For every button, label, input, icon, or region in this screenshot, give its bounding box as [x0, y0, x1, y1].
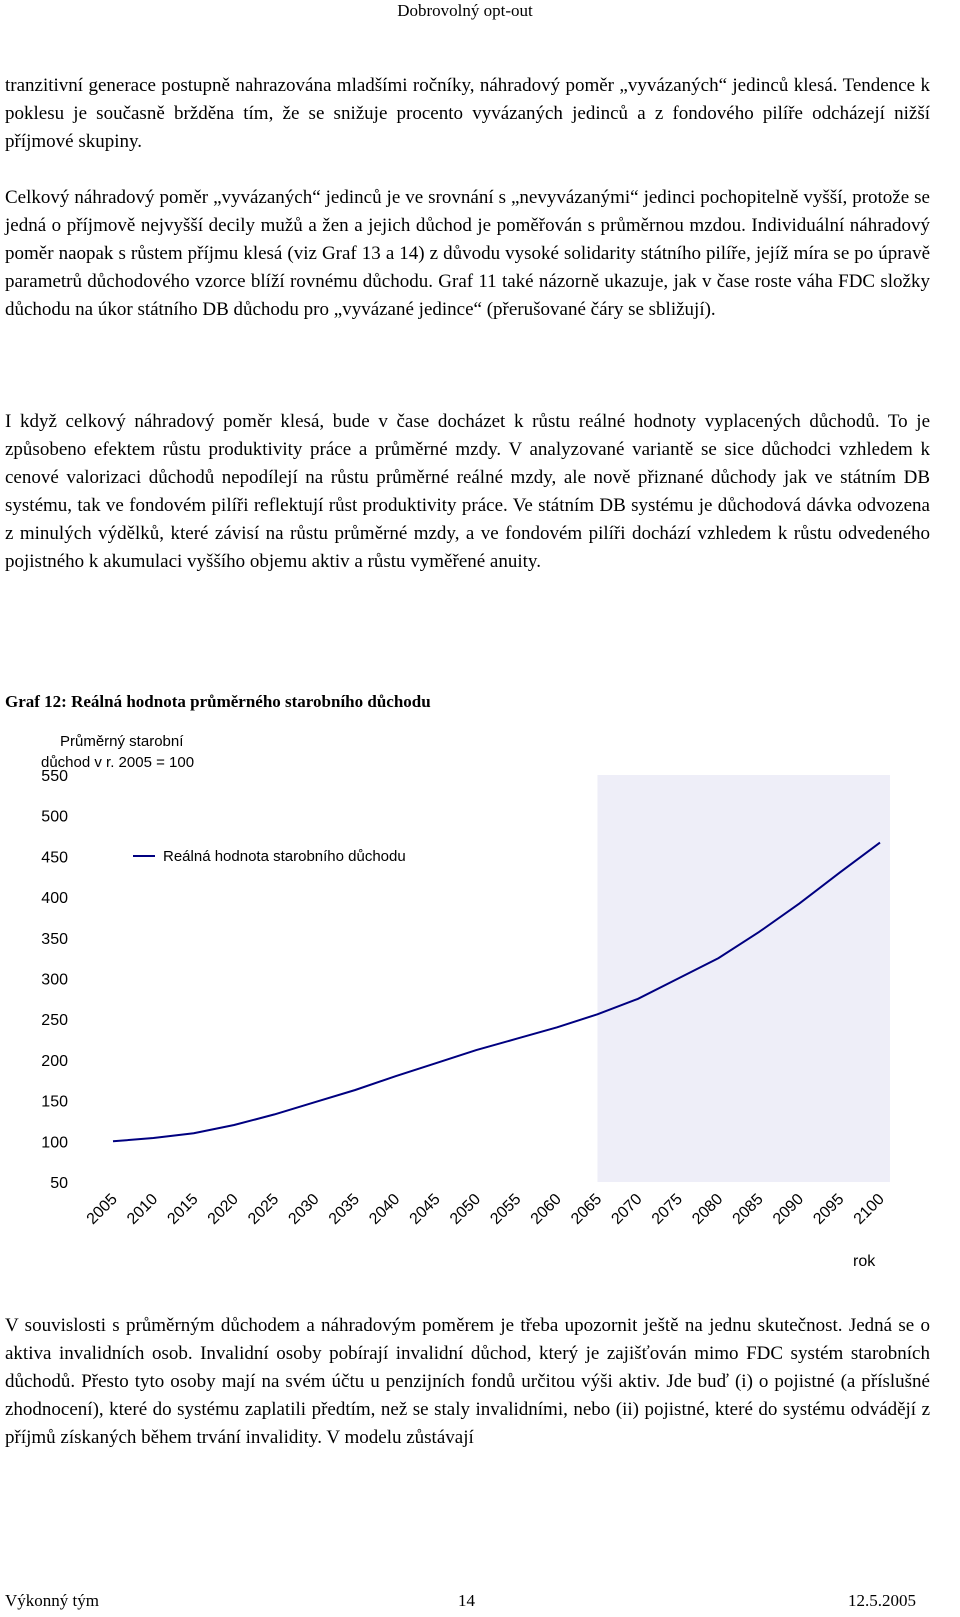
x-tick-label: 2100 — [850, 1190, 888, 1228]
x-tick-label: 2085 — [729, 1190, 767, 1228]
x-tick-label: 2060 — [527, 1190, 565, 1228]
x-tick-label: 2075 — [648, 1190, 686, 1228]
x-axis-label: rok — [853, 1253, 876, 1270]
x-tick-label: 2070 — [608, 1190, 646, 1228]
y-tick-label: 400 — [41, 890, 68, 908]
x-tick-label: 2095 — [810, 1190, 848, 1228]
x-tick-label: 2045 — [406, 1190, 444, 1228]
x-tick-label: 2020 — [204, 1190, 242, 1228]
chart-shaded-region — [597, 775, 890, 1182]
x-tick-label: 2065 — [568, 1190, 606, 1228]
x-tick-label: 2050 — [446, 1190, 485, 1228]
x-tick-label: 2040 — [366, 1190, 404, 1228]
y-tick-label: 350 — [41, 930, 68, 948]
x-tick-label: 2055 — [487, 1190, 525, 1228]
y-tick-label: 250 — [41, 1012, 68, 1030]
x-tick-label: 2090 — [769, 1190, 808, 1228]
y-tick-label: 550 — [41, 768, 68, 785]
y-tick-label: 100 — [41, 1134, 68, 1152]
paragraph-3: I když celkový náhradový poměr klesá, bude v čase docházet k růstu reálné hodnoty vyplacených důchodů. To je způsobeno efektem růstu produktivity práce a průměrné mzdy. V analyzované variantě se sice důchodci vzhledem k cenové valorizaci důchodů nepodílejí na růstu průměrné reálné mzdy, ale nově přiznané důchody jak ve státním DB systému, tak ve fondovém pilíři reflektují růst produktivity práce. Ve státním DB systému je důchodová dávka odvozena z minulých výdělků, které závisí na růstu průměrné mzdy, a ve fondovém pilíři dochází vzhledem k růstu odvedeného pojistného k akumulaci vyššího objemu aktiv a růstu vyměřené anuity. — [5, 411, 930, 572]
line-chart — [30, 730, 890, 1275]
y-tick-label: 300 — [41, 971, 68, 989]
y-tick-label: 200 — [41, 1052, 68, 1070]
paragraph-4: V souvislosti s průměrným důchodem a náhradovým poměrem je třeba upozornit ještě na jednu skutečnost. Jedná se o aktiva invalidních osob. Invalidní osoby pobírají invalidní důchod, který je zajišťován mimo FDC systém starobních důchodů. Přesto tyto osoby mají na svém účtu u penzijních fondů určitou výši aktiv. Jde buď (i) o pojistné (a příslušné zhodnocení), které do systému zaplatili předtím, než se staly invalidními, nebo (ii) pojistné, které do systému odvádějí z příjmů získaných během trvání invalidity. V modelu zůstávají — [5, 1315, 930, 1448]
x-tick-label: 2080 — [689, 1190, 727, 1228]
x-tick-label: 2010 — [124, 1190, 162, 1228]
y-tick-label: 150 — [41, 1093, 68, 1111]
x-tick-label: 2030 — [285, 1190, 323, 1228]
page-header: Dobrovolný opt-out — [397, 1, 533, 20]
page-number: 14 — [458, 1591, 475, 1610]
footer-team: Výkonný tým — [5, 1591, 99, 1610]
x-tick-label: 2025 — [245, 1190, 283, 1228]
y-axis-label-line-1: Průměrný starobní — [60, 733, 184, 750]
x-tick-label: 2035 — [325, 1190, 364, 1228]
paragraph-2: Celkový náhradový poměr „vyvázaných“ jedinců je ve srovnání s „nevyvázanými“ jedinci pochopitelně vyšší, protože se jedná o příjmově nejvyšší decily mužů a žen a jejich důchod je poměřován s průměrnou mzdou. Individuální náhradový poměr naopak s růstem příjmu klesá (viz Graf 13 a 14) z důvodu vysoké solidarity státního pilíře, jejíž míra se po úpravě parametrů důchodového vzorce blíží rovnému důchodu. Graf 11 také názorně ukazuje, jak v čase roste váha FDC složky důchodu na úkor státního DB důchodu pro „vyvázané jedince“ (přerušované čáry se sbližují). — [5, 187, 930, 320]
paragraph-1: tranzitivní generace postupně nahrazována mladšími ročníky, náhradový poměr „vyvázaných“ jedinců klesá. Tendence k poklesu je současně bržděna tím, že se snižuje procento vyvázaných jedinců a z fondového pilíře odcházejí nižší příjmové skupiny. — [5, 75, 930, 152]
figure-caption: Graf 12: Reálná hodnota průměrného starobního důchodu — [5, 692, 431, 711]
legend-label: Reálná hodnota starobního důchodu — [163, 848, 406, 865]
y-tick-label: 50 — [50, 1175, 68, 1192]
y-axis-label-line-2: důchod v r. 2005 = 100 — [41, 754, 195, 771]
footer-date: 12.5.2005 — [848, 1591, 916, 1610]
x-tick-label: 2005 — [83, 1190, 121, 1228]
x-tick-label: 2015 — [164, 1190, 202, 1228]
y-tick-label: 450 — [41, 849, 68, 867]
y-tick-label: 500 — [41, 808, 68, 826]
